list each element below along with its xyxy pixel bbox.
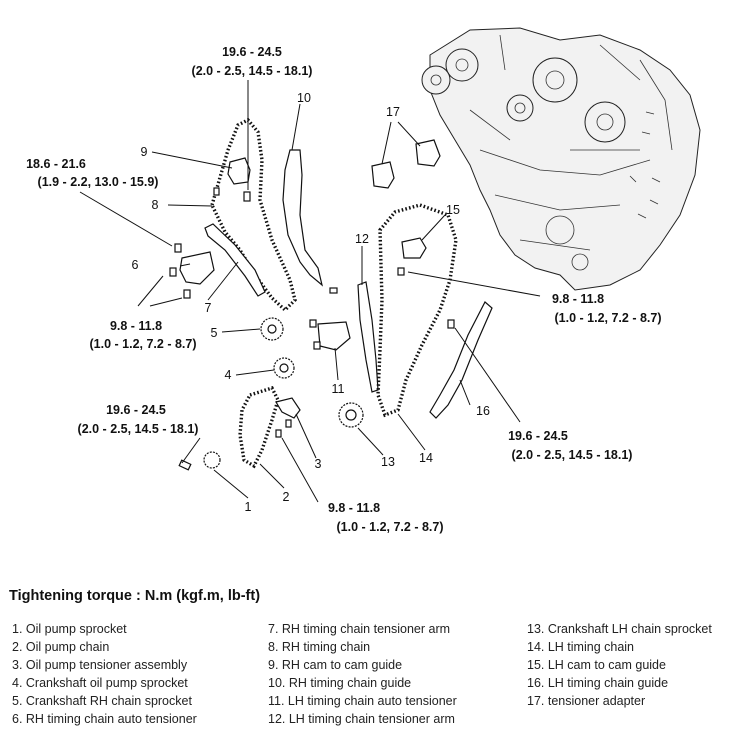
legend-item: 12. LH timing chain tensioner arm: [268, 712, 455, 726]
callout-8: 8: [151, 198, 159, 212]
callout-1: 1: [244, 500, 252, 514]
legend-item: 11. LH timing chain auto tensioner: [268, 694, 457, 708]
torque-label: [328, 501, 444, 534]
torque-label: [508, 429, 632, 462]
bolt-icon: [214, 188, 219, 195]
callout-7: 7: [204, 301, 212, 315]
bolt-icon: [184, 290, 190, 298]
torque-range: (2.0 - 2.5, 14.5 - 18.1): [77, 422, 199, 436]
legend-item: 14. LH timing chain: [527, 640, 635, 654]
rh-timing-chain-tensioner-arm: [205, 224, 265, 296]
bolt-icon: [286, 420, 291, 427]
rh-cam-to-cam-guide: [228, 158, 250, 184]
bolt-icon: [448, 320, 454, 328]
legend-item: 4. Crankshaft oil pump sprocket: [12, 676, 188, 690]
bolt-icon: [244, 192, 250, 201]
oil-pump-chain: [240, 388, 278, 466]
bolt-icon: [398, 268, 404, 275]
engine-block: [422, 28, 700, 290]
lh-timing-chain-auto-tensioner: [318, 322, 350, 350]
legend-column: [268, 620, 457, 728]
bolt-icon: [179, 460, 191, 470]
bolt-icon: [175, 244, 181, 252]
callout-14: 14: [419, 451, 433, 465]
torque-label: [26, 157, 158, 189]
legend-item: 16. LH timing chain guide: [527, 676, 669, 690]
callout-13: 13: [381, 455, 395, 469]
lh-timing-chain-guide: [430, 302, 492, 418]
torque-value: 18.6 - 21.6: [26, 157, 86, 171]
callout-2: 2: [282, 490, 290, 504]
torque-value: 19.6 - 24.5: [222, 45, 282, 59]
legend-item: 15. LH cam to cam guide: [527, 658, 666, 672]
torque-range: (1.0 - 1.2, 7.2 - 8.7): [89, 337, 197, 351]
torque-range: (1.0 - 1.2, 7.2 - 8.7): [554, 311, 662, 325]
callout-4: 4: [224, 368, 232, 382]
oil-pump-sprocket: [204, 452, 220, 468]
bolt-icon: [276, 430, 281, 437]
torque-range: (1.0 - 1.2, 7.2 - 8.7): [336, 520, 444, 534]
callout-6: 6: [131, 258, 139, 272]
lh-timing-chain-tensioner-arm: [358, 282, 378, 392]
legend-item: 8. RH timing chain: [268, 640, 371, 654]
legend-item: 13. Crankshaft LH chain sprocket: [527, 622, 712, 636]
rh-timing-chain-auto-tensioner: [180, 252, 214, 284]
callout-12: 12: [355, 232, 369, 246]
torque-value: 19.6 - 24.5: [508, 429, 568, 443]
callout-10: 10: [297, 91, 311, 105]
torque-range: (2.0 - 2.5, 14.5 - 18.1): [511, 448, 633, 462]
tensioner-adapter: [372, 162, 394, 188]
tensioner-adapter: [416, 140, 440, 166]
torque-label: [192, 45, 313, 78]
callout-15: 15: [446, 203, 460, 217]
callout-11: 11: [331, 382, 345, 396]
legend-item: 1. Oil pump sprocket: [12, 622, 127, 636]
torque-value: 9.8 - 11.8: [327, 501, 381, 515]
legend-item: 3. Oil pump tensioner assembly: [12, 658, 188, 672]
lh-timing-chain: [378, 205, 456, 415]
torque-range: (1.9 - 2.2, 13.0 - 15.9): [37, 175, 159, 189]
torque-value: 19.6 - 24.5: [106, 403, 166, 417]
bolt-icon: [170, 268, 176, 276]
callout-9: 9: [140, 145, 148, 159]
torque-label: [90, 319, 197, 351]
lh-cam-to-cam-guide: [402, 238, 426, 258]
rh-timing-chain-guide: [283, 150, 322, 285]
bolt-icon: [330, 288, 337, 293]
callout-5: 5: [210, 326, 218, 340]
legend-column: [12, 620, 197, 728]
legend-item: 7. RH timing chain tensioner arm: [268, 622, 451, 636]
torque-range: (2.0 - 2.5, 14.5 - 18.1): [191, 64, 313, 78]
legend-item: 6. RH timing chain auto tensioner: [12, 712, 197, 726]
legend-item: 10. RH timing chain guide: [268, 676, 412, 690]
callout-3: 3: [314, 457, 322, 471]
torque-value: 9.8 - 11.8: [551, 292, 605, 306]
bolt-icon: [310, 320, 316, 327]
legend-column: [527, 620, 712, 710]
torque-value: 9.8 - 11.8: [109, 319, 163, 333]
torque-label: [552, 292, 662, 325]
bolt-icon: [314, 342, 320, 349]
callout-17: 17: [386, 105, 400, 119]
legend-item: 2. Oil pump chain: [12, 640, 110, 654]
callout-16: 16: [476, 404, 490, 418]
legend-title: Tightening torque : N.m (kgf.m, lb-ft): [9, 588, 261, 604]
legend-item: 9. RH cam to cam guide: [268, 658, 403, 672]
legend-item: 5. Crankshaft RH chain sprocket: [12, 694, 192, 708]
legend-item: 17. tensioner adapter: [527, 694, 646, 708]
torque-label: [78, 403, 199, 436]
